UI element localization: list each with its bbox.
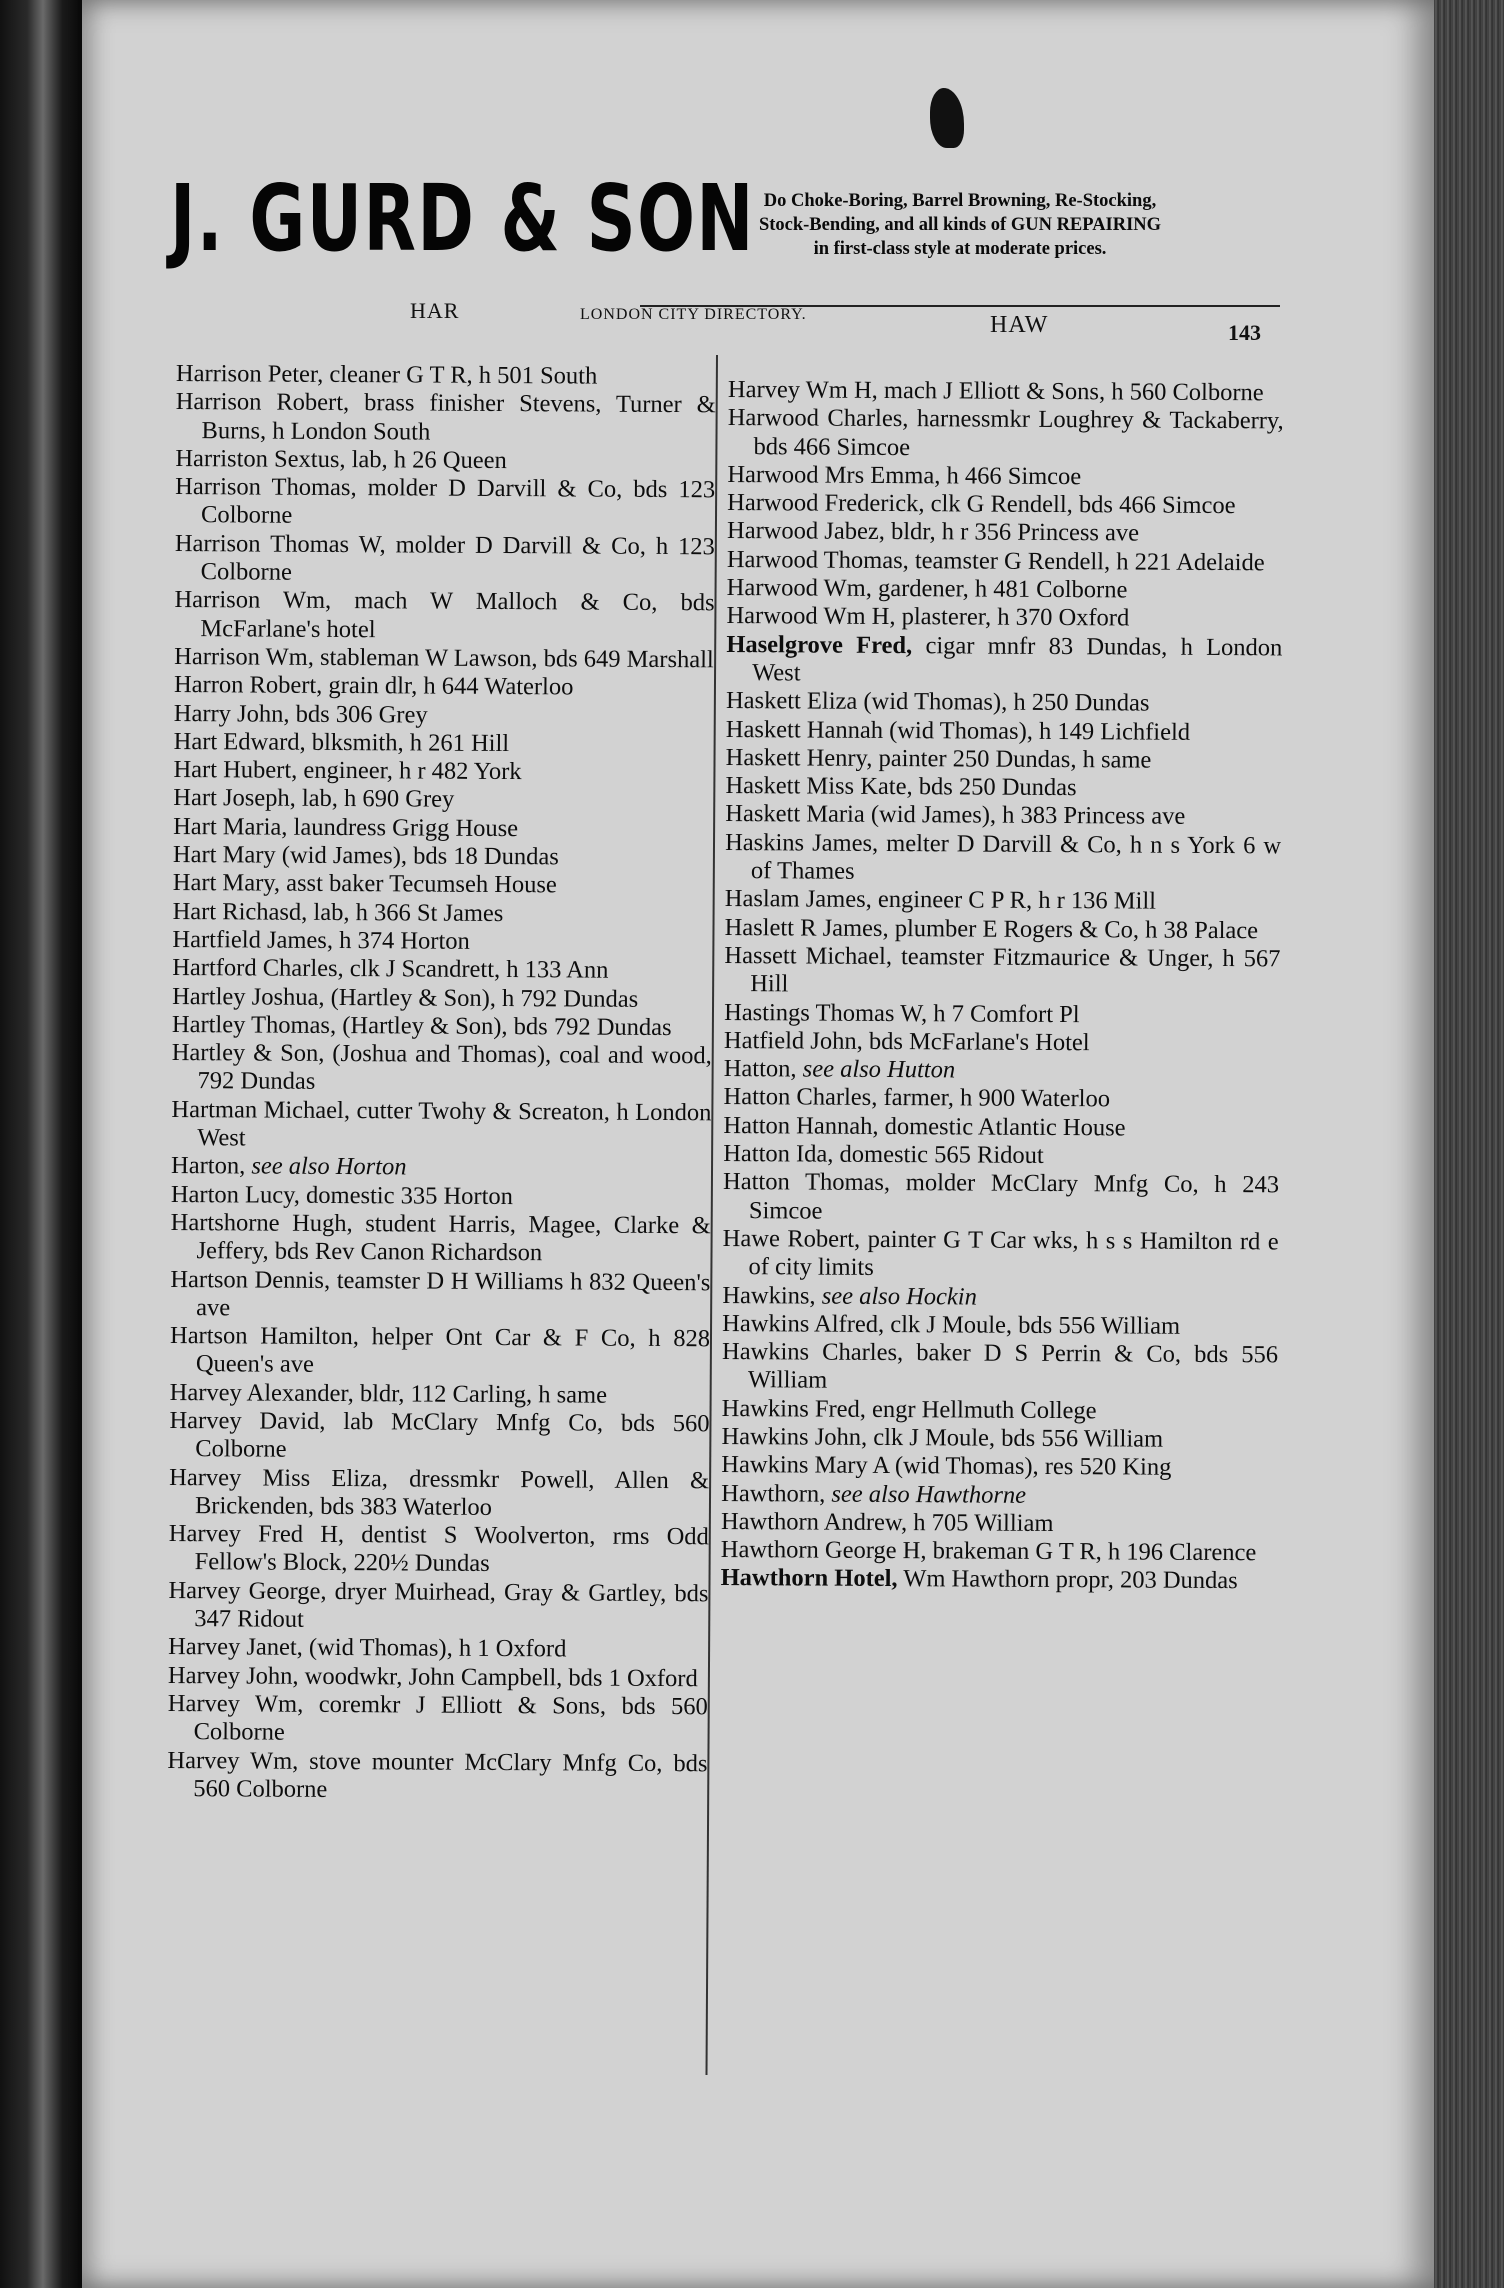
directory-entry: Hartley Thomas, (Hartley & Son), bds 792 Dundas [171,1010,672,1041]
ad-line: in first-class style at moderate prices. [813,239,1107,259]
directory-entry: Harvey John, woodwkr, John Campbell, bds 1 Oxford [167,1661,698,1692]
directory-entry: Hartley Joshua, (Hartley & Son), h 792 Dundas [172,982,639,1013]
ad-line: Do Choke-Boring, Barrel Browning, Re-Stocking, [763,191,1157,211]
running-head-right: HAW [990,312,1049,338]
directory-entry: Harwood Wm, gardener, h 481 Colborne [726,574,1128,604]
directory-entry: Hawkins John, clk J Moule, bds 556 William [721,1422,1164,1453]
running-head [180,298,1280,345]
directory-entry: Hawe Robert, painter G T Car wks, h s s Hamilton rd e of city limits [722,1224,1279,1282]
directory-entry: Hawthorn, see also Hawthorne [721,1479,1027,1509]
directory-entry: Harvey Janet, (wid Thomas), h 1 Oxford [168,1633,567,1663]
directory-entry: Haskett Miss Kate, bds 250 Dundas [725,772,1077,802]
directory-entry: Hart Joseph, lab, h 690 Grey [173,784,455,814]
directory-entry: Haskett Maria (wid James), h 383 Princess ave [725,800,1186,831]
directory-entry: Hawkins Fred, engr Hellmuth College [721,1394,1097,1424]
directory-entry: Harrison Robert, brass finisher Stevens, Turner & Burns, h London South [175,388,716,446]
directory-entry: Harriston Sextus, lab, h 26 Queen [175,444,507,474]
ad-line: Stock-Bending, and all kinds of GUN REPAIRING [758,215,1162,235]
directory-entry: Hatton Hannah, domestic Atlantic House [723,1111,1126,1142]
directory-entry: Hawkins Mary A (wid Thomas), res 520 King [721,1451,1172,1482]
directory-entry: Harvey Wm, stove mounter McClary Mnfg Co, bds 560 Colborne [167,1746,708,1803]
directory-entry: Harvey Fred H, dentist S Woolverton, rms Odd Fellow's Block, 220½ Dundas [168,1520,709,1578]
directory-entry: Harvey Alexander, bldr, 112 Carling, h same [169,1378,608,1409]
directory-entry: Hawthorn George H, brakeman G T R, h 196 Clarence [720,1536,1257,1567]
directory-entry: Haslett R James, plumber E Rogers & Co, h 38 Palace [724,913,1259,944]
directory-entry: Harwood Jabez, bldr, h r 356 Princess ave [726,517,1140,547]
directory-entry: Harrison Peter, cleaner G T R, h 501 South [175,360,598,390]
directory-entry: Haskett Henry, painter 250 Dundas, h same [725,743,1152,774]
book-binding [0,0,78,2288]
directory-entry: Harrison Thomas, molder D Darvill & Co, bds 123 Colborne [175,473,716,530]
directory-entry: Harry John, bds 306 Grey [173,699,428,729]
directory-entry: Hassett Michael, teamster Fitzmaurice & Unger, h 567 Hill [724,941,1281,998]
left-column [167,360,716,1806]
directory-entry: Hart Richasd, lab, h 366 St James [172,897,504,927]
directory-entry: Harvey Wm, coremkr J Elliott & Sons, bds 560 Colborne [167,1689,708,1746]
directory-entry: Hawkins Charles, baker D S Perrin & Co, bds 556 William [721,1338,1279,1395]
directory-entry: Harwood Thomas, teamster G Rendell, h 221 Adelaide [726,545,1265,577]
directory-entry: Harron Robert, grain dlr, h 644 Waterloo [173,671,574,701]
directory-entry: Harvey Wm H, mach J Elliott & Sons, h 560 Colborne [727,376,1264,407]
directory-entry: Hartley & Son, (Joshua and Thomas), coal and wood, 792 Dundas [171,1039,712,1096]
directory-entry: Hastings Thomas W, h 7 Comfort Pl [724,998,1080,1028]
directory-entry: Hatton Ida, domestic 565 Ridout [723,1140,1044,1169]
directory-entry: Harton Lucy, domestic 335 Horton [170,1180,514,1210]
directory-entry: Harrison Thomas W, molder D Darvill & Co, h 123 Colborne [174,529,715,586]
directory-entry: Haskett Hannah (wid Thomas), h 149 Lichfield [725,715,1191,746]
directory-entry: Harwood Mrs Emma, h 466 Simcoe [727,460,1082,491]
directory-entry: Harrison Wm, mach W Malloch & Co, bds McFarlane's hotel [174,586,715,643]
directory-entry: Haskins James, melter D Darvill & Co, h n s York 6 w of Thames [725,828,1282,885]
directory-entry: Harwood Frederick, clk G Rendell, bds 466 Simcoe [727,489,1236,520]
directory-entry: Hawkins Alfred, clk J Moule, bds 556 William [722,1309,1181,1340]
running-head-title: LONDON CITY DIRECTORY. [580,306,807,323]
advertisement-banner [170,165,1290,295]
directory-entry: Hatfield John, bds McFarlane's Hotel [723,1026,1090,1057]
directory-entry: Harvey George, dryer Muirhead, Gray & Gartley, bds 347 Ridout [168,1576,709,1633]
directory-entry: Harrison Wm, stableman W Lawson, bds 649 Marshall [174,642,714,674]
directory-entry: Hawkins, see also Hockin [722,1281,977,1311]
directory-entry: Hartfield James, h 374 Horton [172,925,470,955]
directory-entry: Harvey Miss Eliza, dressmkr Powell, Allen & Brickenden, bds 383 Waterloo [169,1463,710,1521]
directory-entry: Harwood Wm H, plasterer, h 370 Oxford [726,602,1130,632]
running-head-left: HAR [410,298,460,323]
directory-entry: Hawthorn Hotel, Wm Hawthorn propr, 203 Dundas [720,1564,1238,1595]
advertisement-text [640,189,1280,261]
directory-entry: Hart Maria, laundress Grigg House [173,812,519,842]
directory-entry: Harwood Charles, harnessmkr Loughrey & Tackaberry, bds 466 Simcoe [727,404,1284,461]
page-edges [1434,0,1504,2288]
directory-entry: Haskett Eliza (wid Thomas), h 250 Dundas [725,687,1150,717]
right-column [721,376,1284,1596]
directory-entry: Hatton Thomas, molder McClary Mnfg Co, h 243 Simcoe [722,1168,1280,1225]
directory-entry: Haselgrove Fred, cigar mnfr 83 Dundas, h London West [726,630,1283,687]
directory-entry: Hatton Charles, farmer, h 900 Waterloo [723,1083,1111,1113]
directory-entry: Hartman Michael, cutter Twohy & Screaton, h London West [171,1095,712,1152]
directory-entry: Hart Hubert, engineer, h r 482 York [173,756,522,786]
directory-entry: Hart Mary (wid James), bds 18 Dundas [172,841,559,871]
page-number: 143 [1228,320,1261,345]
directory-entry: Hartson Hamilton, helper Ont Car & F Co, h 828 Queen's ave [169,1322,711,1379]
directory-entry: Harton, see also Horton [170,1152,407,1181]
directory-entry: Hawthorn Andrew, h 705 William [720,1507,1054,1537]
directory-entry: Haslam James, engineer C P R, h r 136 Mill [724,885,1157,915]
directory-entry: Harvey David, lab McClary Mnfg Co, bds 560 Colborne [169,1406,710,1463]
directory-entry: Hatton, see also Hutton [723,1055,956,1084]
advertiser-name: J. GURD & SON [170,165,755,272]
directory-entry: Hartson Dennis, teamster D H Williams h 832 Queen's ave [170,1265,711,1322]
directory-entry: Hartford Charles, clk J Scandrett, h 133 Ann [172,954,609,984]
directory-entry: Hart Edward, blksmith, h 261 Hill [173,727,510,757]
directory-entry: Hartshorne Hugh, student Harris, Magee, Clarke & Jeffery, bds Rev Canon Richardson [170,1208,711,1267]
directory-entry: Hart Mary, asst baker Tecumseh House [172,869,557,899]
